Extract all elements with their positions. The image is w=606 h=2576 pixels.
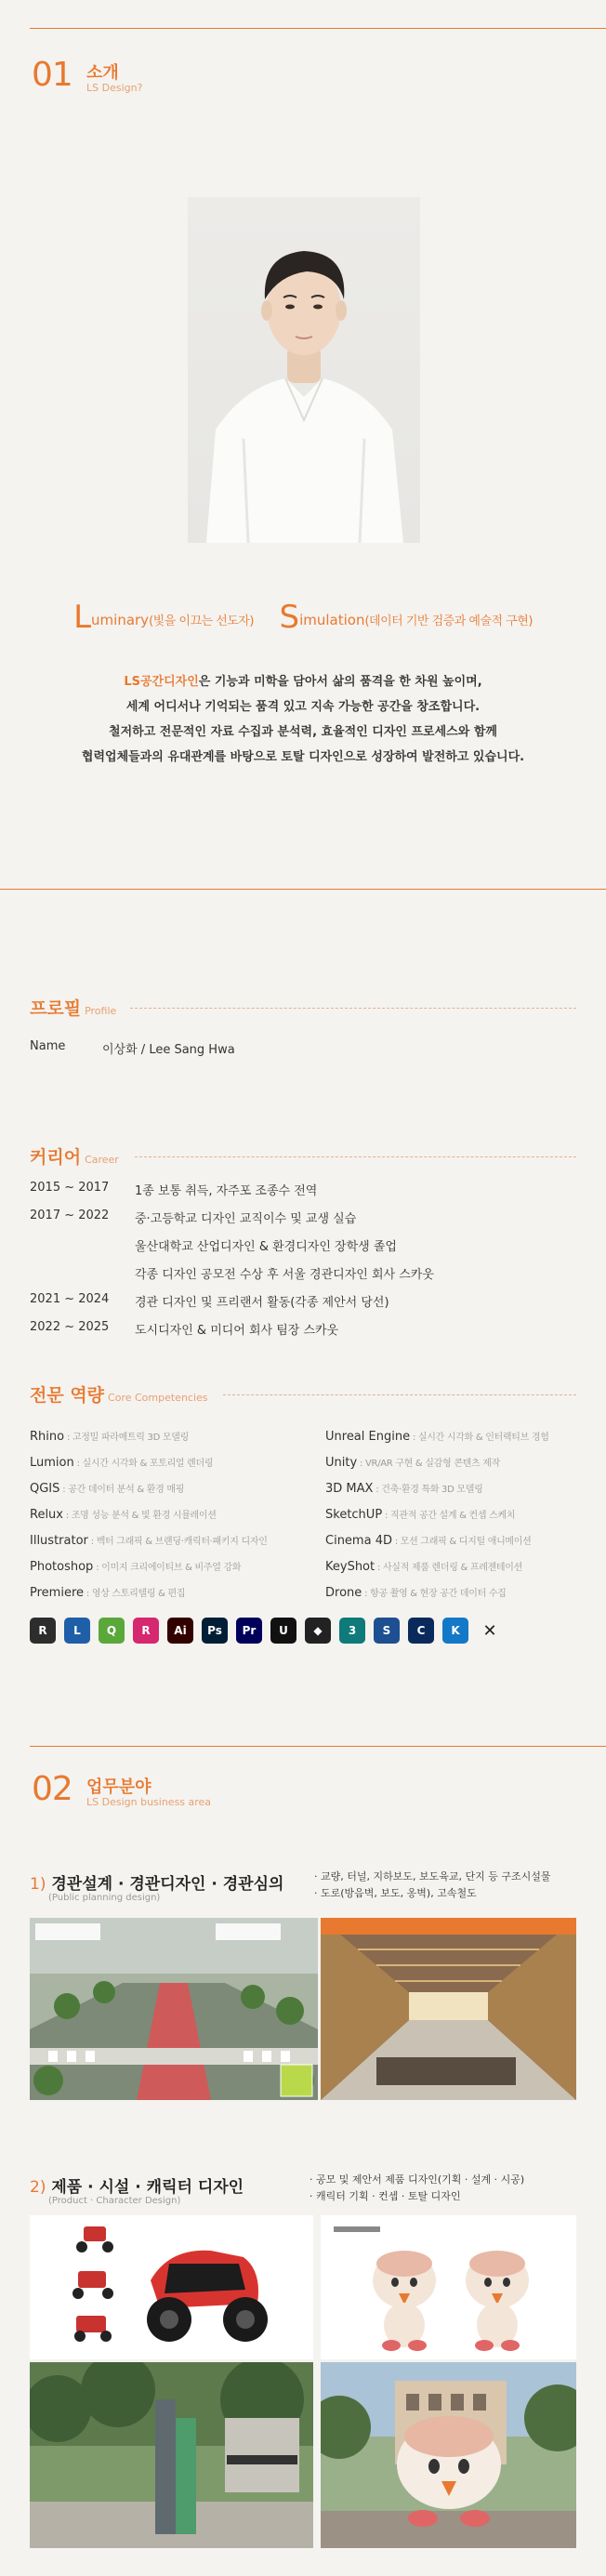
- section-divider: [30, 1746, 606, 1747]
- intro-line-2: 세계 어디서나 기억되는 품격 있고 지속 가능한 공간을 창조합니다.: [125, 700, 481, 714]
- section-title: 업무분야: [86, 1777, 152, 1797]
- section-title: 소개: [86, 63, 119, 83]
- skill-item: Photoshop : 이미지 크리에이티브 & 비주얼 강화: [30, 1560, 242, 1574]
- relux-icon: R: [133, 1618, 159, 1644]
- expertise-heading: [30, 1381, 208, 1407]
- area-services: · 공모 및 제안서 제품 디자인(기획 · 설계 · 시공) · 캐릭터 기획 · 컨셉 · 토탈 디자인: [310, 2173, 525, 2202]
- career-text: 각종 디자인 공모전 수상 후 서울 경관디자인 회사 스카웃: [135, 1268, 434, 1282]
- section-number: 01: [32, 56, 72, 94]
- premiere-icon: Pr: [236, 1618, 262, 1644]
- intro-brand: LS공간디자인: [124, 675, 199, 689]
- expertise-title: 전문 역량: [30, 1385, 105, 1406]
- section-subtitle: LS Design?: [86, 82, 143, 94]
- career-text: 1종 보통 취득, 자주포 조종수 전역: [135, 1184, 318, 1198]
- slogan-l-letter: L: [73, 599, 92, 636]
- expertise-title-en: Core Competencies: [108, 1392, 208, 1404]
- career-dash-line: [135, 1156, 576, 1157]
- slogan-l-note: (빛을 이끄는 선도자): [149, 614, 254, 628]
- rhino-icon: R: [30, 1618, 56, 1644]
- section-divider: [0, 889, 606, 890]
- skill-item: Rhino : 고정밀 파라메트릭 3D 모델링: [30, 1430, 189, 1444]
- career-period: 2015 ~ 2017: [30, 1181, 110, 1195]
- area-subtitle: (Public planning design): [48, 1893, 161, 1903]
- section-subtitle: LS Design business area: [86, 1796, 212, 1808]
- brand-slogan: [0, 599, 606, 636]
- illustrator-icon: Ai: [167, 1618, 193, 1644]
- street-design-render: [30, 1918, 318, 2100]
- lumion-icon: L: [64, 1618, 90, 1644]
- career-period: 2017 ~ 2022: [30, 1209, 110, 1222]
- career-text: 울산대학교 산업디자인 & 환경디자인 장학생 졸업: [135, 1240, 397, 1254]
- area-services: · 교량, 터널, 지하보도, 보도육교, 단지 등 구조시설물 · 도로(방음벽, 보도, 옹벽), 고속철도: [314, 1870, 551, 1899]
- skill-item: Cinema 4D : 모션 그래픽 & 디지털 애니메이션: [325, 1534, 532, 1548]
- skill-item: Unreal Engine : 실시간 시각화 & 인터랙티브 경험: [325, 1430, 549, 1444]
- qgis-icon: Q: [99, 1618, 125, 1644]
- profile-title: 프로필: [30, 998, 82, 1019]
- skill-item: QGIS : 공간 데이터 분석 & 환경 매핑: [30, 1482, 185, 1496]
- slogan-l-word: uminary: [91, 612, 150, 628]
- slogan-s-note: (데이터 기반 검증과 예술적 구현): [364, 614, 533, 628]
- intro-line-1: 은 기능과 미학을 담아서 삶의 품격을 한 차원 높이며,: [198, 675, 482, 689]
- name-value: 이상화 / Lee Sang Hwa: [102, 1043, 235, 1057]
- drone-icon: ✕: [477, 1618, 503, 1644]
- skill-item: Unity : VR/AR 구현 & 실감형 콘텐츠 제작: [325, 1456, 500, 1470]
- skill-item: Lumion : 실시간 시각화 & 포토리얼 렌더링: [30, 1456, 214, 1470]
- tunnel-design-render: [321, 1918, 576, 2100]
- top-divider: [30, 28, 606, 29]
- expertise-dash-line: [223, 1394, 576, 1395]
- sketchup-icon: S: [374, 1618, 400, 1644]
- profile-portrait: [188, 197, 420, 543]
- slogan-s-letter: S: [279, 599, 300, 636]
- area-subtitle: (Product · Character Design): [48, 2196, 181, 2206]
- section-number: 02: [32, 1770, 72, 1808]
- career-title-en: Career: [85, 1154, 119, 1166]
- skill-item: 3D MAX : 건축·환경 특화 3D 모델링: [325, 1482, 483, 1496]
- software-icon-row: [30, 1618, 503, 1644]
- intro-paragraph: [0, 669, 606, 770]
- skill-item: SketchUP : 직관적 공간 설계 & 컨셉 스케치: [325, 1508, 516, 1522]
- skill-item: Drone : 항공 촬영 & 현장 공간 데이터 수집: [325, 1586, 507, 1600]
- unreal-icon: U: [270, 1618, 296, 1644]
- career-text: 경관 디자인 및 프리랜서 활동(각종 제안서 당선): [135, 1296, 389, 1310]
- career-text: 도시디자인 & 미디어 회사 팀장 스카웃: [135, 1324, 339, 1338]
- skill-item: Illustrator : 벡터 그래픽 & 브랜딩·캐릭터·패키지 디자인: [30, 1534, 268, 1548]
- signage-facility-photo: [30, 2362, 313, 2548]
- career-period: 2022 ~ 2025: [30, 1320, 110, 1334]
- area-title: 2) 제품 · 시설 · 캐릭터 디자인: [30, 2178, 244, 2197]
- profile-dash-line: [130, 1008, 576, 1009]
- mascot-sculpture-photo: [321, 2362, 576, 2548]
- vehicle-product-render: [30, 2215, 313, 2359]
- profile-title-en: Profile: [85, 1005, 117, 1017]
- career-period: 2021 ~ 2024: [30, 1292, 110, 1306]
- cinema4d-icon: C: [408, 1618, 434, 1644]
- skill-item: KeyShot : 사실적 제품 렌더링 & 프레젠테이션: [325, 1560, 523, 1574]
- intro-line-3: 철저하고 전문적인 자료 수집과 분석력, 효율적인 디자인 프로세스와 함께: [109, 725, 497, 739]
- character-mascot-design: [321, 2215, 576, 2359]
- slogan-s-word: imulation: [299, 612, 365, 628]
- 3dsmax-icon: 3: [339, 1618, 365, 1644]
- area-title: 1) 경관설계 · 경관디자인 · 경관심의: [30, 1875, 284, 1894]
- skill-item: Relux : 조명 성능 분석 & 빛 환경 시뮬레이션: [30, 1508, 217, 1522]
- profile-heading: [30, 995, 116, 1020]
- career-title: 커리어: [30, 1147, 82, 1168]
- photoshop-icon: Ps: [202, 1618, 228, 1644]
- career-text: 중·고등학교 디자인 교직이수 및 교생 실습: [135, 1212, 357, 1226]
- unity-icon: ◆: [305, 1618, 331, 1644]
- skill-item: Premiere : 영상 스토리텔링 & 편집: [30, 1586, 186, 1600]
- keyshot-icon: K: [442, 1618, 468, 1644]
- name-label: Name: [30, 1039, 66, 1053]
- intro-line-4: 협력업체들과의 유대관계를 바탕으로 토탈 디자인으로 성장하여 발전하고 있습니다.: [81, 750, 525, 764]
- career-heading: [30, 1143, 119, 1169]
